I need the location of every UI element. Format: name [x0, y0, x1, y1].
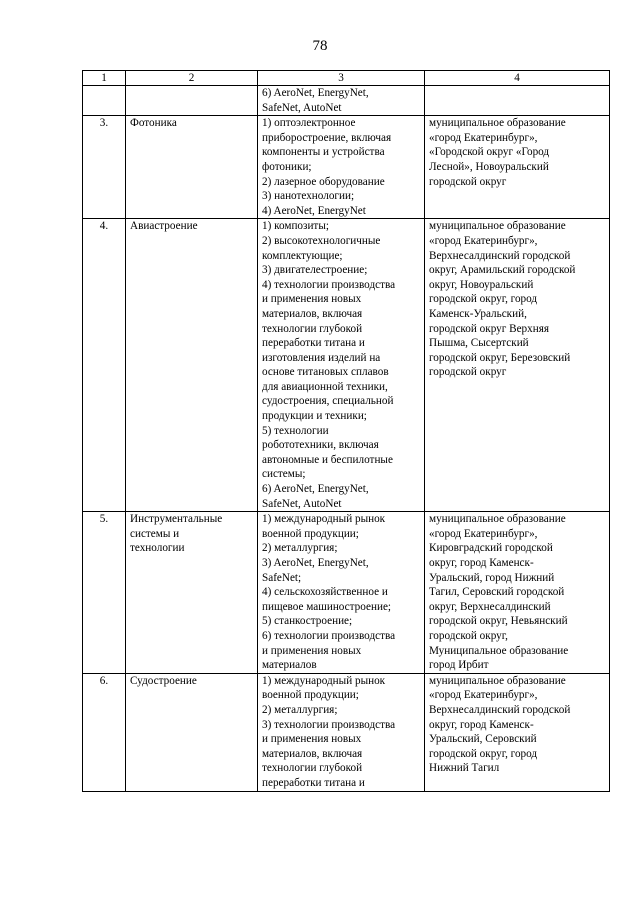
- technologies-cell-line: военной продукции;: [262, 689, 359, 702]
- municipalities-cell-line: Кировградский городской: [429, 542, 553, 555]
- municipalities-cell-line: Муниципальное образование: [429, 644, 569, 657]
- table-row: [83, 86, 610, 116]
- municipalities-cell-line: «город Екатеринбург»,: [429, 234, 538, 247]
- municipalities-cell-line: округ, город Каменск-: [429, 557, 534, 569]
- table-row: [83, 116, 610, 219]
- technologies-cell-line: 3) нанотехнологии;: [262, 190, 355, 203]
- municipalities-cell-line: город Ирбит: [429, 659, 489, 672]
- municipalities-cell-line: «город Екатеринбург»,: [429, 689, 538, 702]
- technologies-cell-line: 2) металлургия;: [262, 542, 338, 555]
- technologies-cell-line: для авиационной техники,: [262, 380, 388, 393]
- technologies-cell-line: системы;: [262, 468, 306, 481]
- technologies-cell: [258, 512, 425, 674]
- technologies-cell-line: 4) AeroNet, EnergyNet: [262, 204, 366, 217]
- technologies-cell-line: военной продукции;: [262, 527, 359, 540]
- municipalities-cell-line: округ, город Каменск-: [429, 718, 534, 731]
- municipalities-cell-line: муниципальное образование: [429, 117, 566, 130]
- technologies-cell-line: 1) международный рынок: [262, 513, 386, 526]
- municipalities-cell-line: городской округ, город: [429, 747, 538, 760]
- technologies-cell: [258, 116, 425, 219]
- technologies-cell-line: технологии глубокой: [262, 762, 363, 775]
- municipalities-cell-line: Лесной», Новоуральский: [429, 160, 549, 173]
- table-row: [83, 673, 610, 791]
- municipalities-cell-line: муниципальное образование: [429, 513, 566, 526]
- technologies-cell-line: 3) AeroNet, EnergyNet,: [262, 557, 369, 569]
- municipalities-cell-line: округ, Арамильский городской: [429, 264, 576, 277]
- technologies-cell-line: автономные и беспилотные: [262, 453, 393, 466]
- row-number: 5.: [83, 512, 126, 674]
- technologies-cell: [258, 673, 425, 791]
- table-body: [83, 86, 610, 792]
- technologies-cell-line: технологии глубокой: [262, 322, 363, 335]
- table-row: [83, 512, 610, 674]
- cluster-name: [126, 86, 258, 116]
- header-col-4: 4: [425, 71, 610, 86]
- row-number: 6.: [83, 673, 126, 791]
- municipalities-cell-line: муниципальное образование: [429, 674, 566, 687]
- technologies-cell-line: изготовления изделий на: [262, 351, 381, 364]
- technologies-cell-line: компоненты и устройства: [262, 146, 385, 159]
- municipalities-cell-line: Каменск-Уральский,: [429, 307, 527, 320]
- technologies-cell-line: 6) технологии производства: [262, 629, 396, 642]
- technologies-cell: [258, 219, 425, 512]
- cluster-name-line: Авиастроение: [130, 220, 198, 233]
- municipalities-cell-line: Уральский, Серовский: [429, 733, 537, 746]
- municipalities-cell-line: городской округ, город: [429, 293, 538, 306]
- municipalities-cell-line: Верхнесалдинский городской: [429, 249, 571, 262]
- cluster-name-line: системы и: [130, 527, 180, 540]
- technologies-cell-line: робототехники, включая: [262, 439, 379, 452]
- technologies-cell-line: продукции и техники;: [262, 410, 367, 423]
- technologies-cell-line: 1) оптоэлектронное: [262, 117, 356, 130]
- technologies-cell-line: 2) лазерное оборудование: [262, 175, 385, 188]
- technologies-cell-line: 5) станкостроение;: [262, 615, 353, 628]
- cluster-name: [126, 116, 258, 219]
- municipalities-cell: [425, 116, 610, 219]
- technologies-cell-line: 6) AeroNet, EnergyNet,: [262, 87, 369, 99]
- municipalities-cell-line: округ, Новоуральский: [429, 278, 534, 291]
- cluster-name: [126, 219, 258, 512]
- row-number: [83, 86, 126, 116]
- technologies-cell-line: SafeNet, AutoNet: [262, 101, 342, 114]
- cluster-table: [82, 70, 610, 792]
- municipalities-cell-line: Тагил, Серовский городской: [429, 586, 565, 599]
- municipalities-cell-line: «город Екатеринбург»,: [429, 527, 538, 540]
- cluster-name-line: Инструментальные: [130, 513, 223, 526]
- technologies-cell-line: и применения новых: [262, 733, 362, 746]
- header-col-2: 2: [126, 71, 258, 86]
- municipalities-cell-line: «город Екатеринбург»,: [429, 131, 538, 144]
- cluster-name: [126, 512, 258, 674]
- technologies-cell-line: 3) технологии производства: [262, 718, 396, 731]
- municipalities-cell-line: городской округ: [429, 366, 507, 379]
- municipalities-cell: [425, 86, 610, 116]
- page-number: 78: [312, 38, 328, 54]
- technologies-cell-line: переработки титана и: [262, 337, 365, 350]
- municipalities-cell: [425, 673, 610, 791]
- technologies-cell-line: материалов: [262, 659, 317, 672]
- technologies-cell-line: приборостроение, включая: [262, 131, 392, 144]
- technologies-cell-line: материалов, включая: [262, 747, 363, 760]
- municipalities-cell-line: округ, Верхнесалдинский: [429, 600, 551, 613]
- municipalities-cell-line: «Городской округ «Город: [429, 146, 550, 159]
- header-col-3: 3: [258, 71, 425, 86]
- technologies-cell-line: 2) высокотехнологичные: [262, 234, 381, 247]
- technologies-cell-line: материалов, включая: [262, 307, 363, 320]
- technologies-cell-line: 4) технологии производства: [262, 278, 396, 291]
- row-number: 3.: [83, 116, 126, 219]
- cluster-name-line: Фотоника: [130, 117, 177, 130]
- technologies-cell-line: фотоники;: [262, 160, 312, 173]
- table-row: [83, 219, 610, 512]
- municipalities-cell: [425, 219, 610, 512]
- cluster-name-line: технологии: [130, 542, 185, 555]
- technologies-cell-line: 4) сельскохозяйственное и: [262, 586, 388, 599]
- technologies-cell-line: SafeNet;: [262, 571, 302, 584]
- technologies-cell-line: судостроения, специальной: [262, 395, 394, 408]
- header-col-1: 1: [83, 71, 126, 86]
- technologies-cell-line: переработки титана и: [262, 776, 365, 789]
- technologies-cell-line: пищевое машиностроение;: [262, 600, 392, 613]
- municipalities-cell-line: городской округ, Березовский: [429, 351, 571, 364]
- technologies-cell-line: комплектующие;: [262, 249, 343, 262]
- municipalities-cell-line: городской округ, Невьянский: [429, 615, 568, 628]
- technologies-cell-line: 6) AeroNet, EnergyNet,: [262, 483, 369, 496]
- technologies-cell-line: 3) двигателестроение;: [262, 264, 368, 277]
- table-header-row: [83, 71, 610, 86]
- cluster-name: [126, 673, 258, 791]
- municipalities-cell-line: Верхнесалдинский городской: [429, 703, 571, 716]
- municipalities-cell-line: городской округ,: [429, 629, 508, 642]
- technologies-cell: [258, 86, 425, 116]
- municipalities-cell-line: Нижний Тагил: [429, 762, 500, 775]
- municipalities-cell-line: муниципальное образование: [429, 220, 566, 233]
- technologies-cell-line: и применения новых: [262, 644, 362, 657]
- cluster-name-line: Судостроение: [130, 674, 197, 687]
- technologies-cell-line: основе титановых сплавов: [262, 366, 389, 379]
- row-number: 4.: [83, 219, 126, 512]
- technologies-cell-line: SafeNet, AutoNet: [262, 497, 342, 510]
- technologies-cell-line: 5) технологии: [262, 424, 329, 437]
- municipalities-cell-line: городской округ: [429, 175, 507, 188]
- technologies-cell-line: 2) металлургия;: [262, 703, 338, 716]
- municipalities-cell-line: городской округ Верхняя: [429, 322, 550, 335]
- technologies-cell-line: 1) композиты;: [262, 220, 329, 233]
- municipalities-cell: [425, 512, 610, 674]
- technologies-cell-line: 1) международный рынок: [262, 674, 386, 687]
- technologies-cell-line: и применения новых: [262, 293, 362, 306]
- municipalities-cell-line: Пышма, Сысертский: [429, 337, 529, 350]
- municipalities-cell-line: Уральский, город Нижний: [429, 571, 555, 584]
